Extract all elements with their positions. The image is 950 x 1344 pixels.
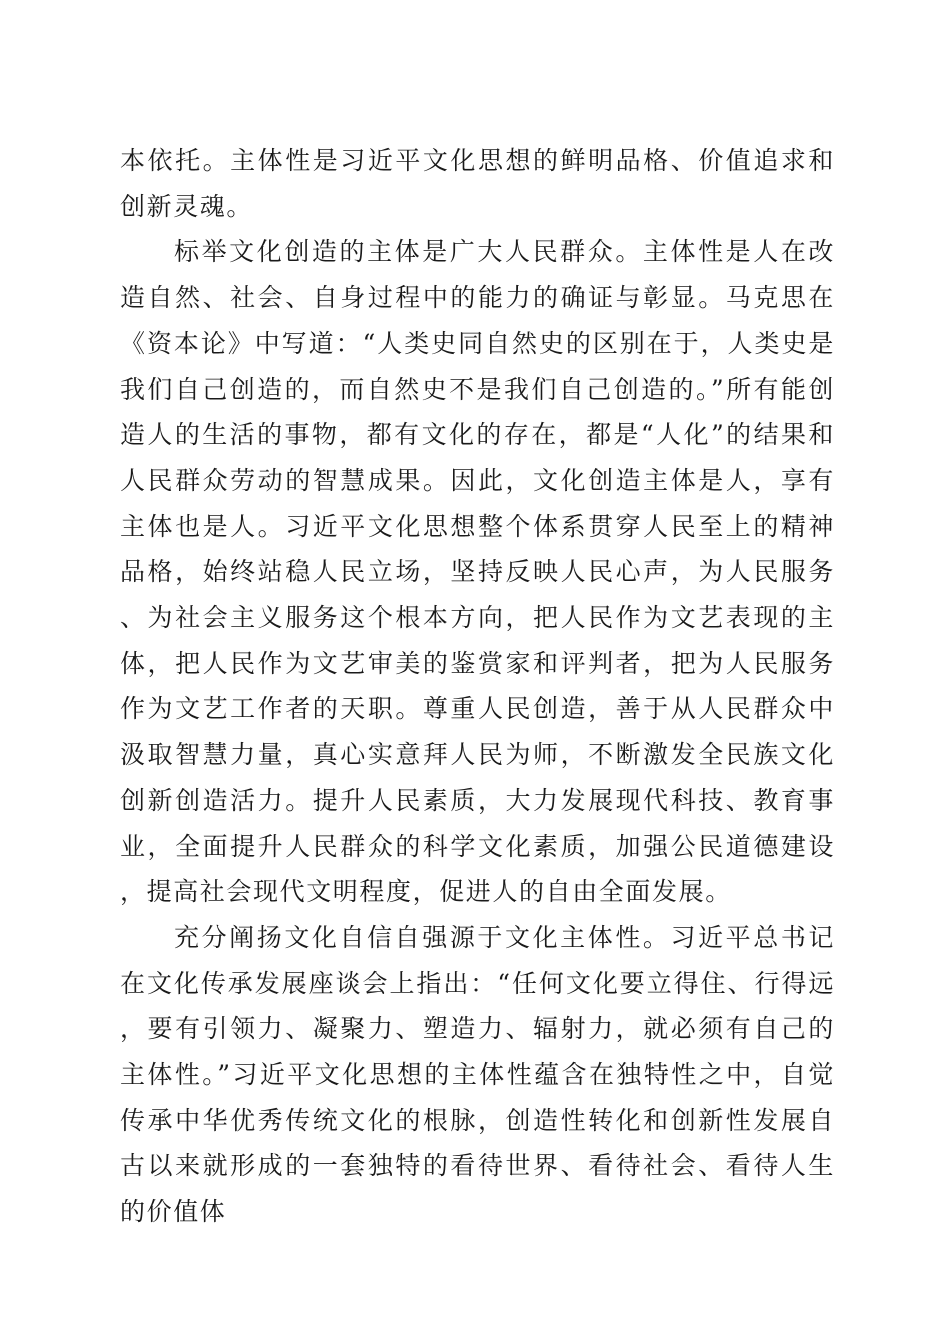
paragraph-continuation: 本依托。主体性是习近平文化思想的鲜明品格、价值追求和创新灵魂。 xyxy=(120,146,835,221)
paragraph-cultural-confidence: 充分阐扬文化自信自强源于文化主体性。习近平总书记在文化传承发展座谈会上指出：“任何文化要立得住、行得远，要有引领力、凝聚力、塑造力、辐射力，就必须有自己的主体性。”习近平文化思想的主体性蕴含在独特性之中，自觉传承中华优秀传统文化的根脉，创造性转化和创新性发展自古以来就形成的一套独特的看待世界、看待社会、看待人生的价值体 xyxy=(120,922,835,1227)
paragraph-people-creators: 标举文化创造的主体是广大人民群众。主体性是人在改造自然、社会、自身过程中的能力的确证与彰显。马克思在《资本论》中写道：“人类史同自然史的区别在于，人类史是我们自己创造的，而自然史不是我们自己创造的。”所有能创造人的生活的事物，都有文化的存在，都是“人化”的结果和人民群众劳动的智慧成果。因此，文化创造主体是人，享有主体也是人。习近平文化思想整个体系贯穿人民至上的精神品格，始终站稳人民立场，坚持反映人民心声，为人民服务、为社会主义服务这个根本方向，把人民作为文艺表现的主体，把人民作为文艺审美的鉴赏家和评判者，把为人民服务作为文艺工作者的天职。尊重人民创造，善于从人民群众中汲取智慧力量，真心实意拜人民为师，不断激发全民族文化创新创造活力。提升人民素质，大力发展现代科技、教育事业，全面提升人民群众的科学文化素质，加强公民道德建设，提高社会现代文明程度，促进人的自由全面发展。 xyxy=(120,237,835,907)
document-body xyxy=(120,138,835,1235)
